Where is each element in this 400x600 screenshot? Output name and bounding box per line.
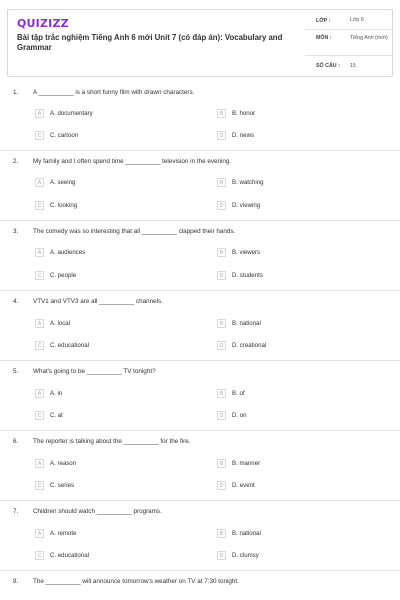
option-letter-box: D	[217, 341, 226, 350]
meta-row-subject	[305, 30, 393, 56]
option-letter-box: D	[217, 411, 226, 420]
question-number: 6.	[13, 438, 19, 445]
option-letter-box: A	[35, 109, 44, 118]
question-text: The reporter is talking about the __________ for the fire.	[33, 438, 191, 445]
question-number: 4.	[13, 298, 19, 305]
worksheet-title: Bài tập trắc nghiệm Tiếng Anh 6 mới Unit 7 (có đáp án): Vocabulary and Grammar	[17, 33, 283, 52]
option-letter-box: B	[217, 529, 226, 538]
option-text: D. news	[232, 132, 255, 139]
option-letter-box: A	[35, 178, 44, 187]
option-text: A. in	[50, 390, 63, 397]
option-letter-box: C	[35, 271, 44, 280]
question-5	[0, 368, 400, 438]
question-divider	[0, 360, 400, 361]
option-letter-box: A	[35, 389, 44, 398]
question-number: 7.	[13, 508, 19, 515]
option-letter-box: C	[35, 341, 44, 350]
question-2	[0, 158, 400, 228]
question-number: 1.	[13, 89, 19, 96]
option-text: B. manner	[232, 460, 261, 467]
option-letter-box: D	[217, 201, 226, 210]
question-number: 3.	[13, 228, 19, 235]
option-letter-box: B	[217, 389, 226, 398]
option-letter-box: A	[35, 248, 44, 257]
option-letter-box: D	[217, 271, 226, 280]
option-text: B. national	[232, 320, 261, 327]
option-text: A. remote	[50, 530, 77, 537]
option-text: D. on	[232, 412, 247, 419]
option-letter-box: C	[35, 131, 44, 140]
option-text: D. viewing	[232, 202, 261, 209]
question-divider	[0, 150, 400, 151]
option-text: B. viewers	[232, 249, 261, 256]
meta-row-count	[305, 56, 393, 77]
option-letter-box: D	[217, 551, 226, 560]
option-letter-box: D	[217, 131, 226, 140]
option-text: D. creational	[232, 342, 267, 349]
option-text: C. looking	[50, 202, 78, 209]
subject-value: Tiếng Anh (mới)	[350, 35, 388, 41]
question-number: 2.	[13, 158, 19, 165]
question-7	[0, 508, 400, 578]
option-letter-box: B	[217, 319, 226, 328]
worksheet-header	[7, 9, 393, 77]
question-divider	[0, 220, 400, 221]
option-text: B. national	[232, 530, 261, 537]
question-text: What's going to be __________ TV tonight?	[33, 368, 156, 375]
question-3	[0, 228, 400, 298]
option-letter-box: C	[35, 411, 44, 420]
option-letter-box: A	[35, 529, 44, 538]
option-text: D. clumsy	[232, 552, 259, 559]
subject-label: MÔN :	[316, 35, 332, 41]
question-divider	[0, 430, 400, 431]
option-letter-box: C	[35, 551, 44, 560]
question-divider	[0, 290, 400, 291]
question-number: 8.	[13, 578, 19, 585]
question-text: VTV1 and VTV3 are all __________ channels.	[33, 298, 163, 305]
option-text: D. students	[232, 272, 263, 279]
question-text: The comedy was so interesting that all __________ clapped their hands.	[33, 228, 236, 235]
option-text: A. local	[50, 320, 70, 327]
worksheet-meta	[305, 10, 393, 77]
question-6	[0, 438, 400, 508]
question-text: Children should watch __________ programs.	[33, 508, 162, 515]
question-number: 5.	[13, 368, 19, 375]
option-letter-box: B	[217, 178, 226, 187]
question-text: The __________ will announce tomorrow's weather on TV at 7:30 tonight.	[33, 578, 239, 585]
option-text: A. audiences	[50, 249, 86, 256]
class-value: Lớp 6	[350, 17, 364, 23]
question-text: A __________ is a short funny film with drawn characters.	[33, 89, 195, 96]
count-value: 15	[350, 63, 356, 69]
option-text: B. honor	[232, 110, 256, 117]
meta-row-class	[305, 10, 393, 30]
option-letter-box: B	[217, 459, 226, 468]
question-8	[0, 578, 400, 598]
option-text: C. people	[50, 272, 77, 279]
option-letter-box: C	[35, 481, 44, 490]
option-text: A. reason	[50, 460, 77, 467]
option-letter-box: B	[217, 248, 226, 257]
option-text: C. at	[50, 412, 63, 419]
question-text: My family and I often spend time __________ television in the evening.	[33, 158, 232, 165]
question-1	[0, 89, 400, 159]
option-text: B. of	[232, 390, 245, 397]
option-text: A. documentary	[50, 110, 93, 117]
quizizz-logo[interactable]: QUIZIZZ	[17, 17, 69, 30]
option-text: C. educational	[50, 552, 89, 559]
option-text: D. event	[232, 482, 255, 489]
question-4	[0, 298, 400, 368]
class-label: LỚP :	[316, 18, 331, 24]
question-divider	[0, 570, 400, 571]
option-text: C. series	[50, 482, 75, 489]
option-text: B. watching	[232, 179, 264, 186]
count-label: SỐ CÂU :	[316, 63, 340, 69]
option-letter-box: B	[217, 109, 226, 118]
option-letter-box: A	[35, 319, 44, 328]
option-text: C. educational	[50, 342, 89, 349]
option-text: C. cartoon	[50, 132, 79, 139]
option-letter-box: A	[35, 459, 44, 468]
option-text: A. seeing	[50, 179, 76, 186]
option-letter-box: D	[217, 481, 226, 490]
question-divider	[0, 500, 400, 501]
option-letter-box: C	[35, 201, 44, 210]
